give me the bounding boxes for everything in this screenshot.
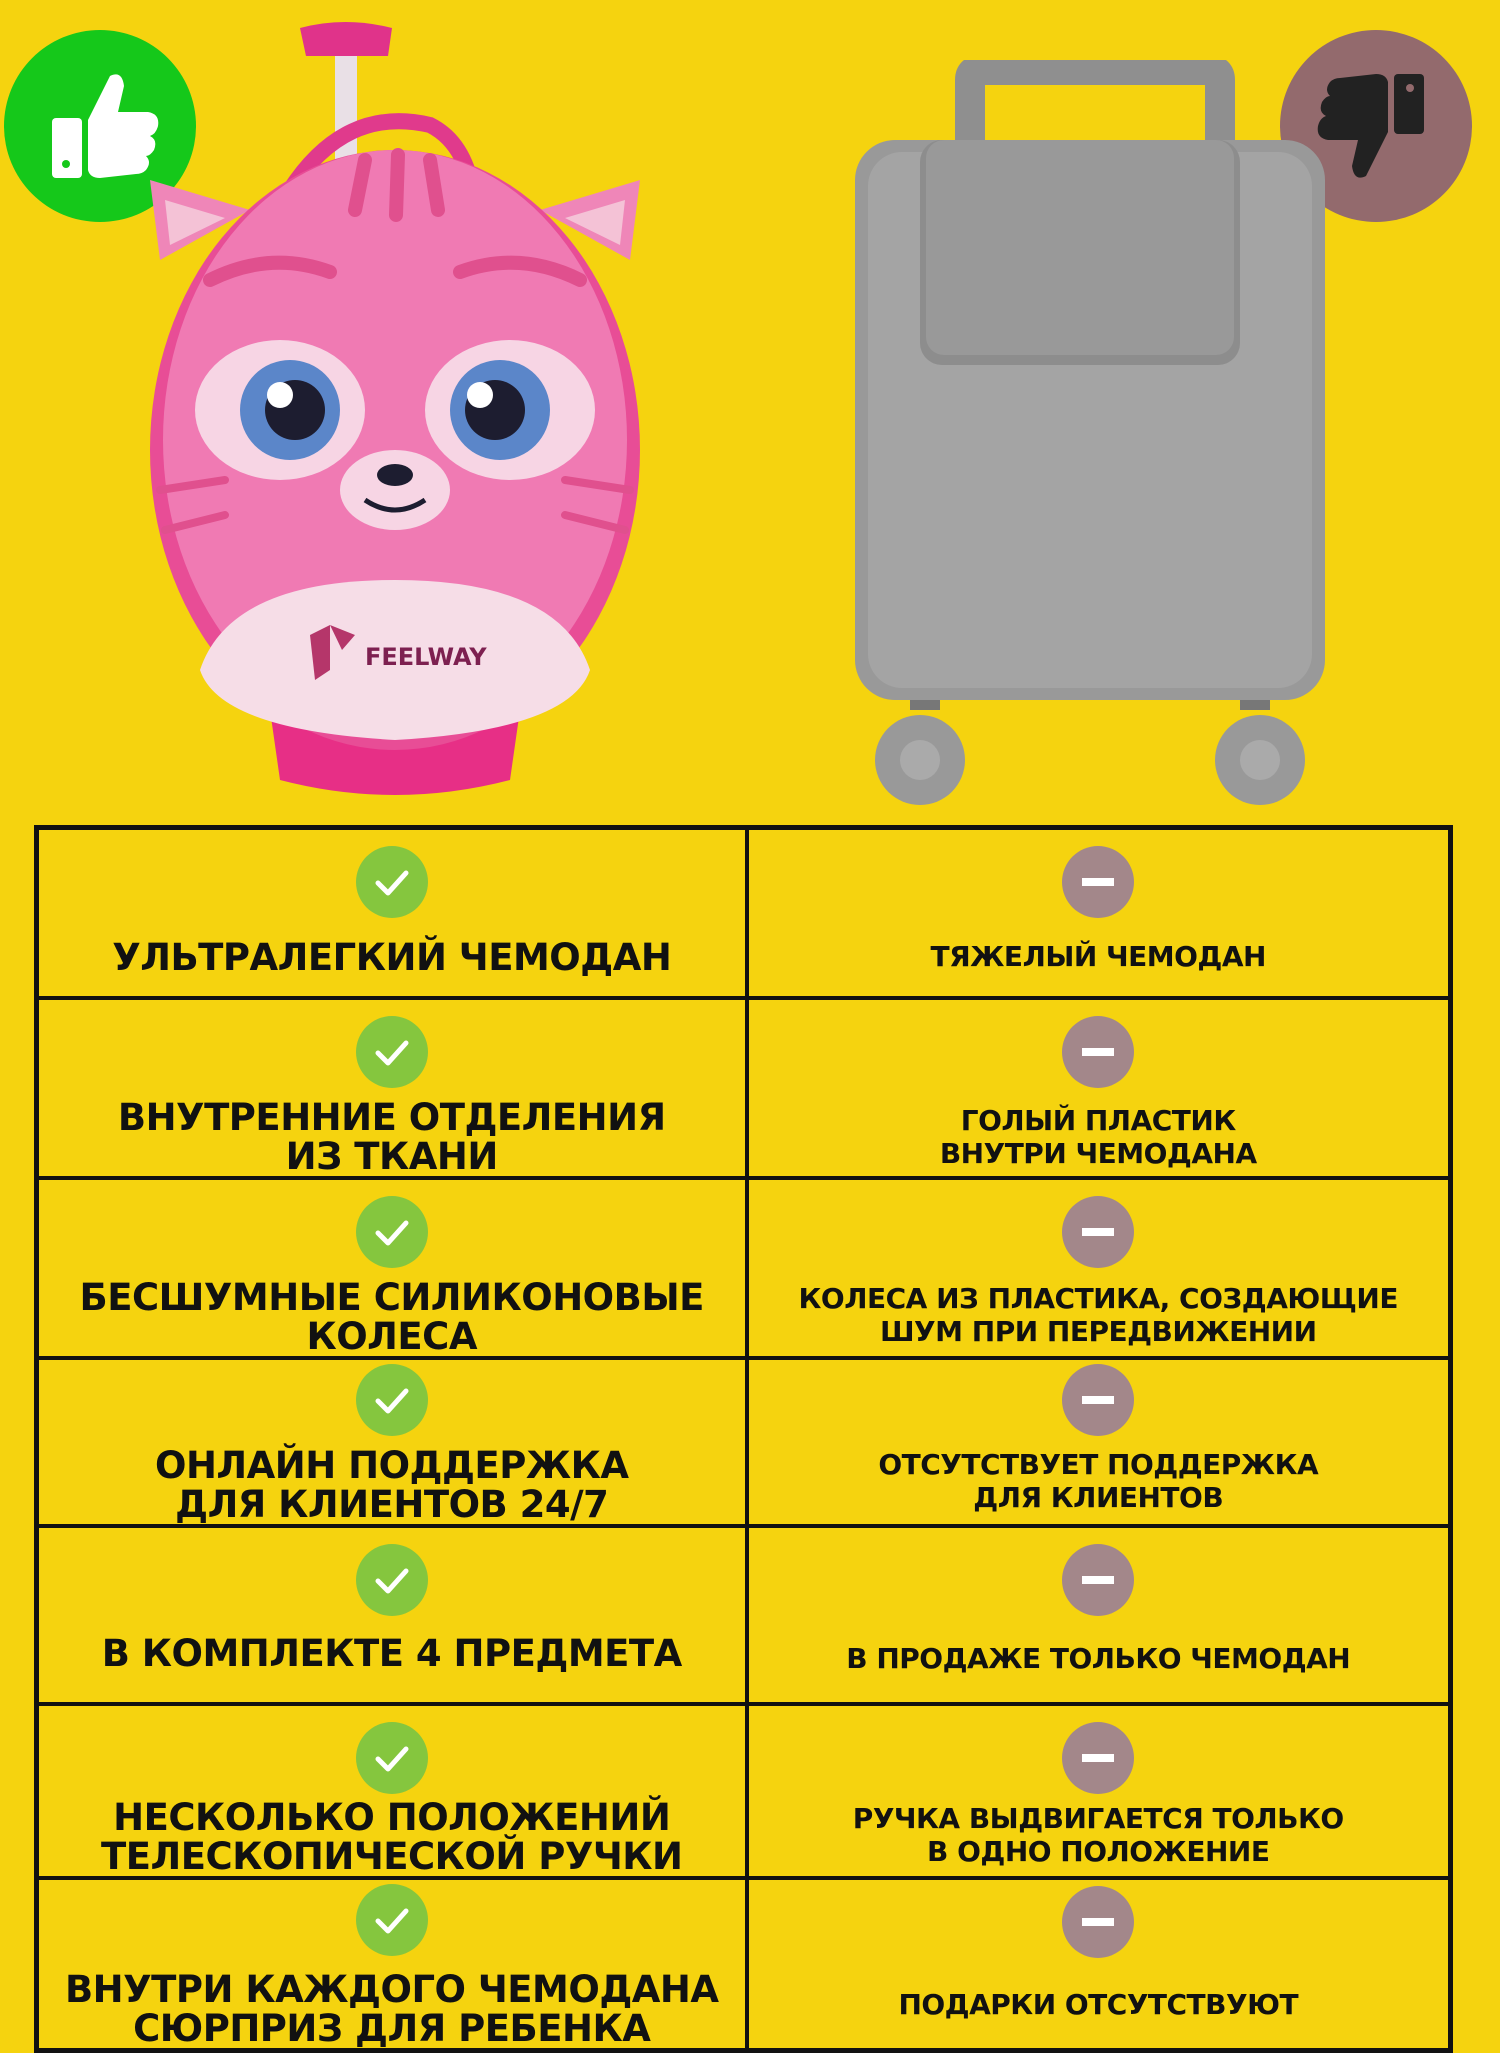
- con-cell: [747, 828, 1451, 998]
- pink-kitten-suitcase-image: [130, 10, 660, 800]
- con-cell: [747, 998, 1451, 1178]
- pro-text: НЕСКОЛЬКО ПОЛОЖЕНИЙ ТЕЛЕСКОПИЧЕСКОЙ РУЧКИ: [101, 1795, 683, 1878]
- comparison-table: [34, 825, 1453, 2053]
- check-icon: [356, 1196, 428, 1268]
- pro-text: В КОМПЛЕКТЕ 4 ПРЕДМЕТА: [101, 1631, 682, 1675]
- table-row: [37, 1878, 1451, 2051]
- minus-icon: [1062, 1016, 1134, 1088]
- con-text: ГОЛЫЙ ПЛАСТИК ВНУТРИ ЧЕМОДАНА: [939, 1103, 1257, 1170]
- pro-text: БЕСШУМНЫЕ СИЛИКОНОВЫЕ КОЛЕСА: [79, 1275, 704, 1358]
- check-icon: [356, 1884, 428, 1956]
- pro-cell: [37, 1526, 747, 1704]
- minus-icon: [1062, 1364, 1134, 1436]
- grey-plain-suitcase-image: [840, 60, 1340, 810]
- con-cell: [747, 1358, 1451, 1526]
- check-icon: [356, 1722, 428, 1794]
- pro-text: УЛЬТРАЛЕГКИЙ ЧЕМОДАН: [112, 936, 672, 979]
- table-row: [37, 998, 1451, 1178]
- minus-icon: [1062, 1886, 1134, 1958]
- minus-icon: [1062, 1722, 1134, 1794]
- pro-cell: [37, 998, 747, 1178]
- minus-icon: [1062, 1544, 1134, 1616]
- con-cell: [747, 1878, 1451, 2051]
- con-text: ОТСУТСТВУЕТ ПОДДЕРЖКА ДЛЯ КЛИЕНТОВ: [878, 1447, 1319, 1514]
- con-text: КОЛЕСА ИЗ ПЛАСТИКА, СОЗДАЮЩИЕ ШУМ ПРИ ПЕРЕДВИЖЕНИИ: [798, 1281, 1398, 1348]
- pro-text: ОНЛАЙН ПОДДЕРЖКА ДЛЯ КЛИЕНТОВ 24/7: [155, 1443, 629, 1526]
- check-icon: [356, 846, 428, 918]
- feelway-logo: FEELWAY: [365, 643, 487, 671]
- pro-text: ВНУТРЕННИЕ ОТДЕЛЕНИЯ ИЗ ТКАНИ: [117, 1095, 666, 1178]
- con-text: ПОДАРКИ ОТСУТСТВУЮТ: [898, 1987, 1299, 2021]
- con-text: В ПРОДАЖЕ ТОЛЬКО ЧЕМОДАН: [846, 1641, 1351, 1675]
- table-row: [37, 1526, 1451, 1704]
- table-row: [37, 1178, 1451, 1358]
- minus-icon: [1062, 846, 1134, 918]
- table-row: [37, 1704, 1451, 1878]
- con-cell: [747, 1178, 1451, 1358]
- pro-cell: [37, 1358, 747, 1526]
- con-cell: [747, 1526, 1451, 1704]
- pro-cell: [37, 1178, 747, 1358]
- con-text: ТЯЖЕЛЫЙ ЧЕМОДАН: [930, 940, 1266, 973]
- con-cell: [747, 1704, 1451, 1878]
- check-icon: [356, 1364, 428, 1436]
- check-icon: [356, 1016, 428, 1088]
- pro-cell: [37, 1878, 747, 2051]
- pro-cell: [37, 828, 747, 998]
- hero-section: [0, 0, 1500, 820]
- minus-icon: [1062, 1196, 1134, 1268]
- pro-text: ВНУТРИ КАЖДОГО ЧЕМОДАНА СЮРПРИЗ ДЛЯ РЕБЕНКА: [64, 1967, 719, 2050]
- pro-cell: [37, 1704, 747, 1878]
- table-row: [37, 828, 1451, 998]
- table-row: [37, 1358, 1451, 1526]
- check-icon: [356, 1544, 428, 1616]
- con-text: РУЧКА ВЫДВИГАЕТСЯ ТОЛЬКО В ОДНО ПОЛОЖЕНИЕ: [852, 1801, 1344, 1868]
